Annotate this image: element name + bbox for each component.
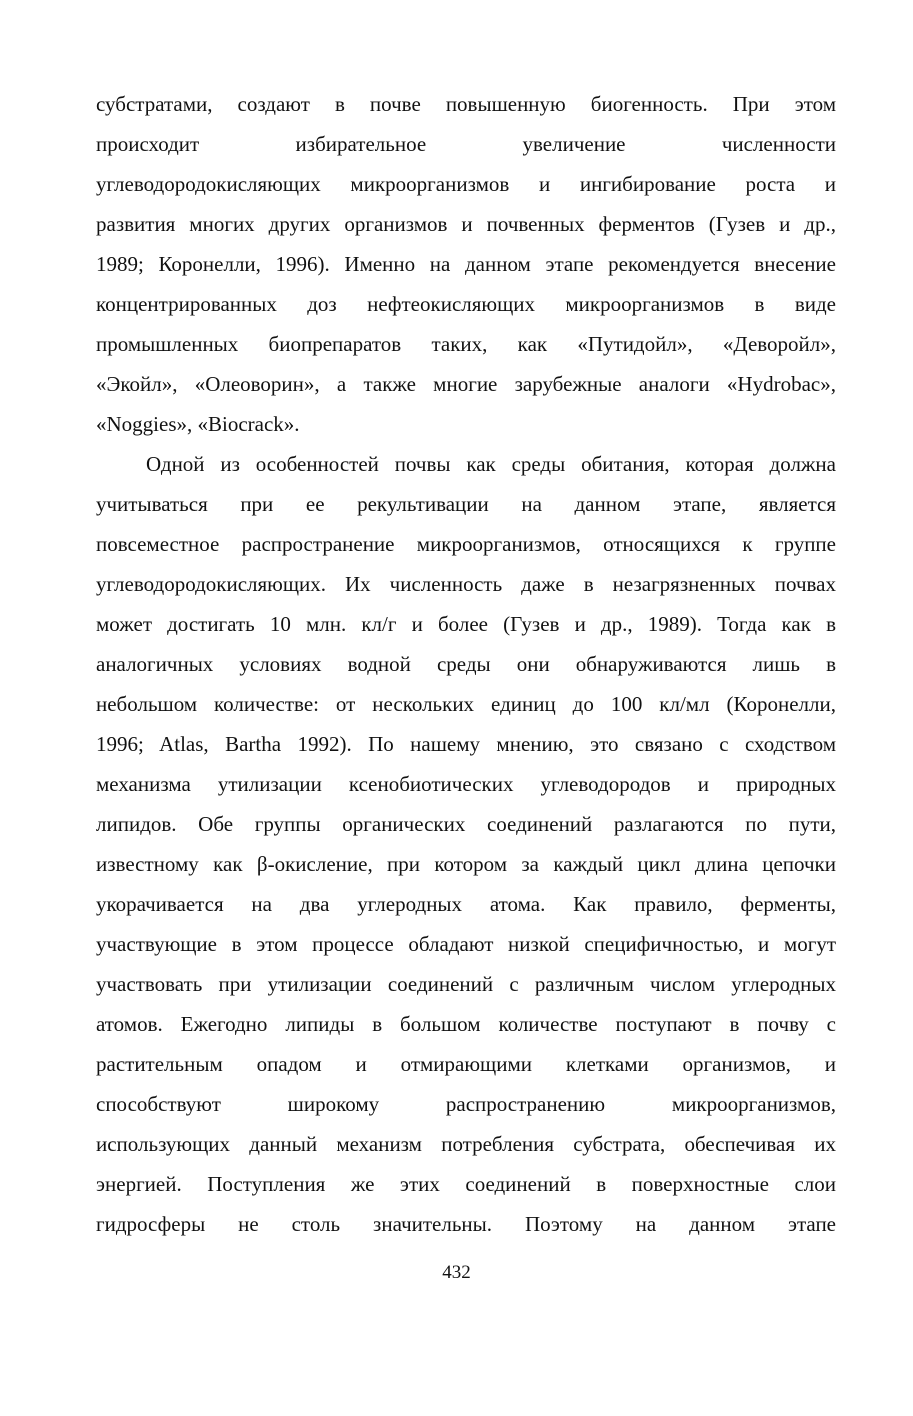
paragraph-line: «Noggies», «Biocrack». [96, 412, 300, 436]
paragraph-line: концентрированных доз нефтеокисляющих микроорганизмов в виде [96, 292, 836, 316]
paragraph-line: углеводородокисляющих. Их численность даже в незагрязненных почвах [96, 572, 836, 596]
paragraph-line: Одной из особенностей почвы как среды обитания, которая должна [146, 452, 836, 476]
body-text [96, 84, 836, 1244]
paragraph-line: «Экойл», «Олеоворин», а также многие зарубежные аналоги «Hydrobac», [96, 372, 836, 396]
paragraph-line: аналогичных условиях водной среды они обнаруживаются лишь в [96, 652, 836, 676]
paragraph-line: субстратами, создают в почве повышенную биогенность. При этом [96, 92, 836, 116]
paragraph-line: гидросферы не столь значительны. Поэтому на данном этапе [96, 1212, 836, 1236]
paragraph-line: небольшом количестве: от нескольких единиц до 100 кл/мл (Коронелли, [96, 692, 836, 716]
paragraph-line: повсеместное распространение микроорганизмов, относящихся к группе [96, 532, 836, 556]
paragraph-line: промышленных биопрепаратов таких, как «Путидойл», «Деворойл», [96, 332, 836, 356]
paragraph-line: участвовать при утилизации соединений с различным числом углеродных [96, 972, 836, 996]
paragraph-line: атомов. Ежегодно липиды в большом количестве поступают в почву с [96, 1012, 836, 1036]
paragraph-line: механизма утилизации ксенобиотических углеводородов и природных [96, 772, 836, 796]
paragraph-line: может достигать 10 млн. кл/г и более (Гузев и др., 1989). Тогда как в [96, 612, 836, 636]
paragraph-line: углеводородокисляющих микроорганизмов и ингибирование роста и [96, 172, 836, 196]
paragraph-line: известному как β-окисление, при котором за каждый цикл длина цепочки [96, 852, 836, 876]
paragraph-line: энергией. Поступления же этих соединений в поверхностные слои [96, 1172, 836, 1196]
paragraph-line: участвующие в этом процессе обладают низкой специфичностью, и могут [96, 932, 836, 956]
paragraph-line: использующих данный механизм потребления субстрата, обеспечивая их [96, 1132, 836, 1156]
paragraph-line: развития многих других организмов и почвенных ферментов (Гузев и др., [96, 212, 836, 236]
paragraph-line: 1989; Коронелли, 1996). Именно на данном этапе рекомендуется внесение [96, 252, 836, 276]
page-number: 432 [442, 1262, 471, 1283]
paragraph-line: происходит избирательное увеличение численности [96, 132, 836, 156]
paragraph-line: способствуют широкому распространению микроорганизмов, [96, 1092, 836, 1116]
paragraph-line: учитываться при ее рекультивации на данном этапе, является [96, 492, 836, 516]
paragraph-line: растительным опадом и отмирающими клетками организмов, и [96, 1052, 836, 1076]
paragraph-2 [96, 444, 836, 1244]
paragraph-line: 1996; Atlas, Bartha 1992). По нашему мнению, это связано с сходством [96, 732, 836, 756]
paragraph-line: липидов. Обе группы органических соединений разлагаются по пути, [96, 812, 836, 836]
paragraph-line: укорачивается на два углеродных атома. Как правило, ферменты, [96, 892, 836, 916]
paragraph-1 [96, 84, 836, 444]
